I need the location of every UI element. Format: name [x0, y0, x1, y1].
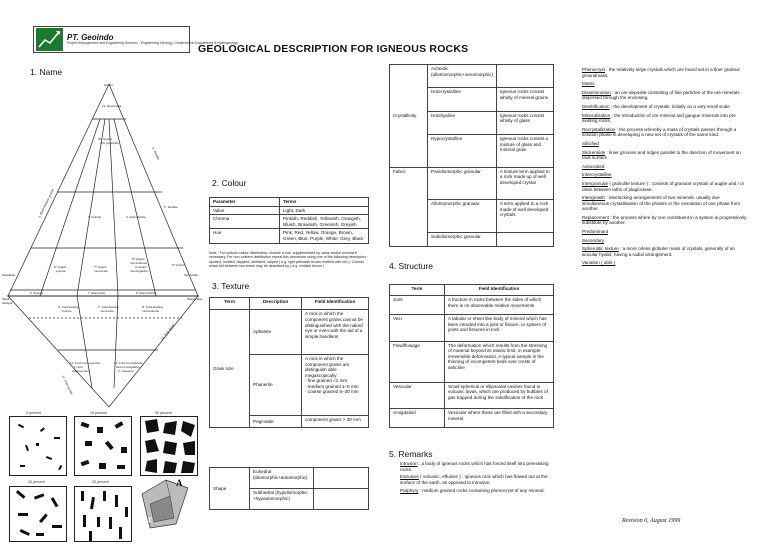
crystal-form-sketch: [136, 474, 200, 542]
glossary-term: Predominant: [582, 229, 609, 235]
crystallinity-term: Acheidic (allotriomorphic+xenomorphic): [428, 65, 497, 88]
texture-term: Aphanite: [250, 310, 302, 355]
colour-terms: Pink, Red, Yellow, Orange, Brown, Green, Blue, Purple, White, Grey, Black: [280, 229, 369, 243]
texture-sample-box: [9, 416, 67, 476]
glossary-term: Variation ( able ): [582, 260, 616, 266]
svg-text:7* Quartz: 7* Quartz: [94, 265, 107, 269]
glossary-item: [582, 246, 747, 257]
section-texture-heading: 3. Texture: [212, 281, 250, 291]
field-quartz-rich: 1b. Quartz: [98, 137, 113, 141]
table-row: [390, 315, 554, 341]
percent-caption: 5 percent: [26, 411, 41, 415]
fabric-desc: A texture term applied to a rock made up of well developed crystal: [496, 167, 553, 200]
table-row: [210, 215, 369, 229]
company-logo: [33, 26, 239, 53]
glossary-text: : a more orless globuler mass of crystals, generally of an acicular hyabit, having a radial arrangement.: [582, 246, 735, 257]
structure-term: Joint: [390, 296, 445, 315]
glossary-item: [582, 172, 747, 178]
table-row: [390, 65, 554, 88]
svg-text:3. Granite: 3. Granite: [88, 215, 102, 219]
svg-text:or quartz: or quartz: [135, 265, 147, 269]
glossary-term: Dissemination: [582, 89, 611, 95]
structure-term: Vesicular: [390, 382, 445, 408]
colour-header-terms: Terms: [280, 198, 369, 207]
structure-field: A tabular or sheet like body of mineral which has been intruded into a joint or fissure, or system of joints and fissures in rock: [445, 315, 554, 341]
svg-text:13. Foid monzodiorite: 13. Foid monzodiorite: [114, 361, 143, 365]
glossary-text: ( granulite texture ) : consists of granular crystals of augite and / or olivin between laths of plagioclase.: [582, 180, 745, 192]
svg-text:monzodiorite: monzodiorite: [130, 261, 148, 265]
colour-table: [209, 197, 369, 244]
remark-text: ( volcanic, effusive ) : Igneous rock which has flowed out at the surface of the earth, as opposed to intrusive.: [400, 474, 548, 486]
structure-field: A fracture in rocks between the sides of which there is no observable relative movements: [445, 296, 554, 315]
glossary-item: [582, 67, 747, 78]
section-colour-heading: 2. Colour: [212, 178, 247, 188]
percent-caption: 30 percent: [155, 411, 172, 415]
glossary-item: [582, 181, 747, 192]
glossary-text: : the process whereby a mass of crystals passes through a solution phase in developing a new set of crystals of the same kind.: [582, 126, 737, 138]
svg-text:(= essexite): (= essexite): [118, 369, 134, 373]
svg-text:5. Tonalite: 5. Tonalite: [164, 205, 178, 209]
svg-text:11. Foid syenite: 11. Foid syenite: [61, 374, 74, 396]
texture-header-description: Description: [250, 298, 302, 310]
fabric-group: Fabric: [390, 167, 428, 246]
glossary-item: [582, 164, 747, 170]
texture-sample-box: [140, 416, 198, 476]
crystallinity-group: Crystallinity: [390, 65, 428, 168]
svg-text:monzodiorite: monzodiorite: [142, 309, 160, 313]
svg-text:monzonite: monzonite: [94, 269, 108, 273]
svg-text:8'. Foid-bearing: 8'. Foid-bearing: [142, 305, 163, 309]
mark-e: E: [148, 516, 153, 524]
glossary-item: [582, 127, 747, 138]
glossary-term: Replacement: [582, 214, 610, 220]
colour-parameter: Hue: [210, 229, 280, 243]
table-row: [210, 468, 369, 489]
texture-table: [209, 297, 369, 428]
glossary-item: [582, 81, 747, 87]
glossary-item: [582, 113, 747, 124]
structure-term: Amigdaloid: [390, 409, 445, 428]
crystallinity-desc: Igneous rocks consist wholly of mineral grains: [496, 88, 553, 111]
texture-field: A rock in which the component grains cannot be distinguished with the naked eye or even with the aid of a simple handlens: [302, 310, 369, 355]
colour-parameter: Chroma: [210, 215, 280, 229]
glossary-list: [582, 67, 747, 269]
glossary-item: [582, 150, 747, 161]
glossary-term: Slickenside: [582, 149, 606, 155]
svg-text:Plagioclase: Plagioclase: [187, 297, 203, 301]
texture-term: Pegmatite: [250, 415, 302, 427]
glossary-term: Intergrowth: [582, 195, 605, 201]
table-row: [210, 229, 369, 243]
svg-text:11. Foid monzosyenite: 11. Foid monzosyenite: [70, 361, 100, 365]
glossary-item: [582, 215, 747, 226]
table-row: [390, 167, 554, 200]
svg-text:Ser. felsite: Ser. felsite: [184, 273, 199, 277]
glossary-term: Mineralization: [582, 112, 611, 118]
shape-group: Shape: [210, 468, 250, 510]
texture-sample-box: [9, 486, 67, 542]
svg-text:5. Tonalite: 5. Tonalite: [151, 146, 161, 161]
crystallinity-desc: [496, 65, 553, 88]
remark-term: Extrusive: [400, 474, 419, 480]
crystallinity-term: Holocrystalline: [428, 88, 497, 111]
shape-term: Euhedral (idiomorphic+automorphic): [250, 468, 314, 489]
remark-text: : medium grained rocks containing phenocryst of any mineral.: [418, 487, 545, 493]
remark-item: [400, 488, 560, 494]
svg-text:4. Granodiorite: 4. Granodiorite: [126, 215, 146, 219]
percent-caption: 40 percent: [28, 480, 45, 484]
remark-item: [400, 461, 560, 472]
texture-header-term: Term: [210, 298, 250, 310]
table-row: [390, 382, 554, 408]
svg-text:9* Quartz: 9* Quartz: [172, 263, 185, 267]
glossary-text: : the relatively large crystals which are found set in a finer grained groundmass.: [582, 67, 740, 78]
structure-header-term: Term: [390, 285, 445, 296]
glossary-term: Devitrification: [582, 103, 610, 109]
glossary-item: [582, 229, 747, 235]
svg-text:syenite: syenite: [56, 269, 66, 273]
glossary-term: Secondary: [582, 237, 604, 243]
svg-text:14. Foid diorite: 14. Foid diorite: [159, 322, 176, 341]
percent-caption: 15 percent: [90, 411, 107, 415]
glossary-item: [582, 260, 747, 266]
remark-text: : a body of igneous rocks which has forced itself into preexisting rocks.: [400, 461, 549, 472]
glossary-term: Associated: [582, 163, 605, 169]
svg-text:monzogabbro: monzogabbro: [130, 269, 149, 273]
fabric-desc: A term applied to a rock made of well developed crystals: [496, 200, 553, 233]
svg-text:(= foid: (= foid: [74, 365, 83, 369]
texture-sample-box: [74, 486, 132, 542]
structure-field: The deformation which results from the stressing of material beyond its elastic limit, in example irreversible deformation. A typical sample is the thinning of incompetent beds over crests of anticline: [445, 341, 554, 382]
structure-term: Vein: [390, 315, 445, 341]
svg-text:7'. Foid-bearing: 7'. Foid-bearing: [98, 305, 119, 309]
glossary-text: : the development of crystals, initially on a very small scale: [609, 103, 730, 109]
section-name-heading: 1. Name: [30, 67, 63, 77]
svg-text:6'. Foid-bearing: 6'. Foid-bearing: [58, 305, 79, 309]
svg-text:plagisyenite): plagisyenite): [72, 369, 89, 373]
remark-term: Intrusion: [400, 461, 418, 466]
logo-subtitle: Project Management and Engineering Services · Engineering Geology, Geotechnical Engineering & Hydrogeology: [67, 40, 239, 45]
table-row: [390, 296, 554, 315]
texture-sample-box: [74, 416, 132, 476]
crystallinity-desc: Igneous rocks consist a mixture of glass and mineral grain: [496, 135, 553, 168]
colour-terms: Light, Dark: [280, 206, 369, 215]
section-remarks-heading: 5. Remarks: [389, 449, 433, 459]
remarks-list: [400, 461, 560, 496]
colour-parameter: Value: [210, 206, 280, 215]
svg-text:8* Quartz: 8* Quartz: [132, 257, 145, 261]
glossary-item: [582, 238, 747, 244]
svg-text:feldspar: feldspar: [2, 301, 13, 305]
svg-text:Quartz: Quartz: [104, 83, 114, 87]
svg-text:6* Quartz: 6* Quartz: [54, 265, 67, 269]
table-row: [210, 206, 369, 215]
table-row: [390, 341, 554, 382]
shape-term: Subhedral (hypidiomorphic +hypautomorphic): [250, 489, 314, 510]
glossary-item: [582, 104, 747, 110]
remark-term: Porphyry: [400, 487, 419, 493]
structure-field: Vesicular where these are filled with a secondary mineral: [445, 409, 554, 428]
crystallinity-desc: Igneous rocks consist wholly of glass: [496, 111, 553, 134]
crystallinity-term: Hypocrystalline: [428, 135, 497, 168]
texture-field: component grains > 30 mm: [302, 415, 369, 427]
svg-text:rich granitoids: rich granitoids: [100, 141, 119, 145]
glossary-text: : the process where by one constituent in a system is progressively substitute by another.: [582, 214, 747, 226]
table-row: [210, 310, 369, 355]
revision-note: Revision 0, August 1999: [622, 518, 681, 524]
glossary-text: : the introduction of ore mineral and gangue minerals into pre existing rocks.: [582, 112, 736, 124]
structure-field: Small spherical or ellipsoidal cavities found in volcanic lavas, which are produced by bubbles of gas trapped during the solidification of the rock: [445, 382, 554, 408]
qapf-classification-diagram: [2, 78, 203, 410]
svg-text:syenite: syenite: [62, 309, 72, 313]
glossary-text: : an ore deposite consisting of fine particles of the ore minerals dispersed through the enclosing.: [582, 89, 740, 101]
glossary-text: : interlocking arrangements of two minerals, usually due simultaneous crystallisation of the phases or the exsolution of one phase from another.: [582, 195, 741, 212]
glossary-term: Spherulitic texture: [582, 246, 619, 252]
svg-text:monzonite: monzonite: [100, 309, 114, 313]
colour-header-parameter: Parameter: [210, 198, 280, 207]
glossary-item: [582, 90, 747, 101]
field-quartzolite: 1a. Quartzolite: [102, 104, 122, 108]
colour-terms: Pinkish, Reddish, Yellowish, Orangish, Bluish, Brownish, Greenish, Greyish: [280, 215, 369, 229]
svg-text:Alkali: Alkali: [2, 297, 10, 301]
logo-name: PT. Geoindo: [67, 32, 114, 42]
fabric-term: Panidiomorphic granular: [428, 167, 497, 200]
glossary-term: Intercrystalline: [582, 172, 612, 178]
colour-note: Note : For uniform colour distribution, choose a hue, supplemented by value and/or chroma if necessary. For non-uniform distribution repeat this procedure using one of the following descriptors : spotted, mottled, dappled, streaked, striped ( e.g. light yellowish brown mottled with red ). Colours which fall between two terms may be described by ( e.g. reddish brown ): [209, 251, 369, 268]
document-title: GEOLOGICAL DESCRIPTION FOR IGNEOUS ROCKS: [198, 43, 469, 55]
texture-group: Grain size: [210, 310, 250, 428]
mark-a: A: [176, 478, 183, 488]
structure-table: [389, 284, 554, 428]
texture-term: Phanerite: [250, 354, 302, 415]
crystallinity-term: Holohyaline: [428, 111, 497, 134]
texture-field: A rock in which the component grains are distinguish able megascopically: - fine grained <1 mm - medium grained 1–5 mm - coarse grained 5–30 mm: [302, 354, 369, 415]
svg-text:Sanidinite: Sanidinite: [2, 273, 16, 277]
percent-caption: 25 percent: [92, 480, 109, 484]
logo-chart-icon: [36, 28, 63, 51]
fabric-term: Subidiomorphic granular: [428, 232, 497, 246]
section-structure-heading: 4. Structure: [389, 261, 433, 271]
fabric-desc: [496, 232, 553, 246]
glossary-term: Silicified: [582, 140, 599, 146]
glossary-item: [582, 141, 747, 147]
svg-text:2. Alkali feldspar granite: 2. Alkali feldspar granite: [37, 188, 55, 219]
svg-text:7. Monzonite: 7. Monzonite: [88, 291, 106, 295]
svg-text:6. Syenite: 6. Syenite: [30, 291, 44, 295]
table-row: [390, 409, 554, 428]
svg-text:foid monzogabbro: foid monzogabbro: [116, 365, 141, 369]
glossary-term: Recrystallization: [582, 126, 616, 132]
glossary-term: Matrix: [582, 81, 595, 87]
fabric-term: Allotriomorphic granular: [428, 200, 497, 233]
shape-table: [209, 467, 369, 510]
glossary-text: : linier grooves and ridges parallel to the direction of movement on fault surface: [582, 149, 741, 161]
structure-term: Flow/flowage: [390, 341, 445, 382]
glossary-term: Phenocryst: [582, 67, 605, 72]
crystallinity-table: [389, 64, 554, 247]
remark-item: [400, 474, 560, 485]
texture-header-field: Field Identification: [302, 298, 369, 310]
svg-text:8. Monzodiorite: 8. Monzodiorite: [136, 291, 157, 295]
structure-header-field: Field Identification: [445, 285, 554, 296]
glossary-term: Intergranular: [582, 180, 609, 186]
glossary-item: [582, 195, 747, 212]
